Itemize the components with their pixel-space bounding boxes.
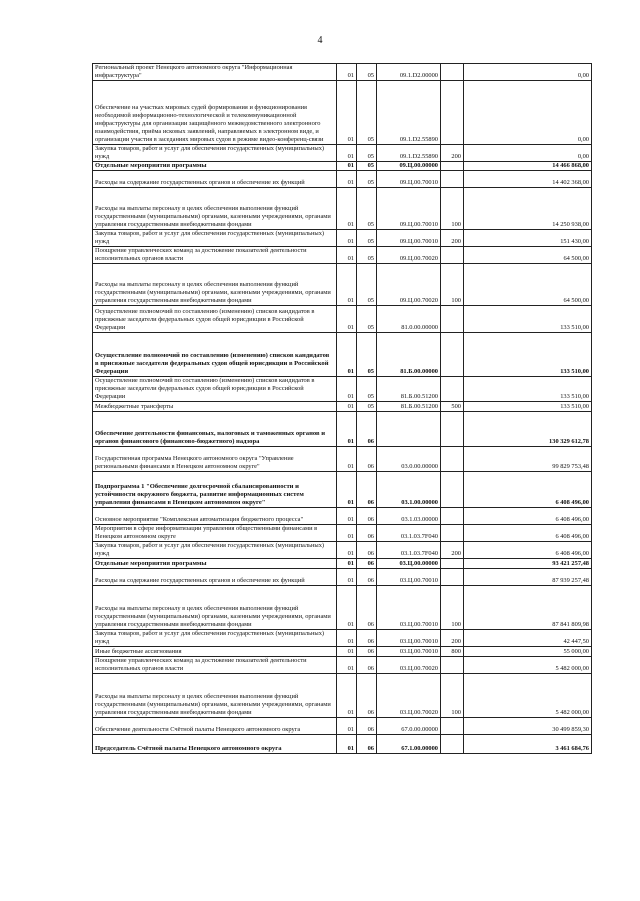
subsection-code-cell: 05 (357, 230, 377, 247)
budget-row (93, 472, 592, 508)
amount-cell: 30 499 859,30 (464, 718, 592, 735)
budget-row (93, 333, 592, 377)
target-article-code-cell: 09.1.D2.00000 (377, 64, 441, 81)
subsection-code-cell: 05 (357, 188, 377, 230)
expense-name-cell: Расходы на содержание государственных органов и обеспечение их функций (93, 171, 337, 188)
amount-cell: 6 408 496,00 (464, 472, 592, 508)
expense-type-code-cell (441, 559, 464, 569)
target-article-code-cell: 03.Ц.00.70010 (377, 569, 441, 586)
subsection-code-cell: 05 (357, 402, 377, 412)
budget-row (93, 412, 592, 447)
expense-type-code-cell (441, 718, 464, 735)
target-article-code-cell: 03.1.00.00000 (377, 472, 441, 508)
section-code-cell: 01 (337, 735, 357, 754)
amount-cell: 93 421 257,48 (464, 559, 592, 569)
expense-name-cell: Осуществление полномочий по составлению (изменению) списков кандидатов в присяжные заседатели федеральных судов общей юрисдикции в Российской Федерации (93, 377, 337, 402)
section-code-cell: 01 (337, 525, 357, 542)
budget-row (93, 447, 592, 472)
expense-type-code-cell: 100 (441, 674, 464, 718)
expense-name-cell: Основное мероприятие "Комплексная автоматизация бюджетного процесса" (93, 508, 337, 525)
target-article-code-cell: 09.1.D2.55890 (377, 145, 441, 162)
budget-row (93, 674, 592, 718)
expense-type-code-cell (441, 377, 464, 402)
expense-name-cell: Закупка товаров, работ и услуг для обеспечения государственных (муниципальных) нужд (93, 630, 337, 647)
subsection-code-cell: 06 (357, 447, 377, 472)
subsection-code-cell: 06 (357, 569, 377, 586)
expense-name-cell: Межбюджетные трансферты (93, 402, 337, 412)
expense-type-code-cell (441, 412, 464, 447)
expense-type-code-cell (441, 81, 464, 145)
expense-name-cell: Государственная программа Ненецкого автономного округа "Управление региональными финансами в Ненецком автономном округе" (93, 447, 337, 472)
subsection-code-cell: 06 (357, 508, 377, 525)
budget-row (93, 525, 592, 542)
amount-cell: 5 482 000,00 (464, 657, 592, 674)
expense-name-cell: Расходы на выплаты персоналу в целях обеспечения выполнения функций государственными (муниципальными) органами, казенными учреждениями, органами управления государственными внебюджетными фондами (93, 188, 337, 230)
amount-cell: 133 510,00 (464, 377, 592, 402)
section-code-cell: 01 (337, 657, 357, 674)
target-article-code-cell: 09.Ц.00.00000 (377, 162, 441, 171)
subsection-code-cell: 06 (357, 525, 377, 542)
amount-cell: 55 000,00 (464, 647, 592, 657)
target-article-code-cell: 67.0.00.00000 (377, 718, 441, 735)
budget-row (93, 630, 592, 647)
target-article-code-cell: 09.Ц.00.70010 (377, 188, 441, 230)
budget-row (93, 64, 592, 81)
amount-cell: 6 408 496,00 (464, 542, 592, 559)
amount-cell: 6 408 496,00 (464, 525, 592, 542)
target-article-code-cell: 03.Ц.00.70020 (377, 657, 441, 674)
amount-cell: 14 402 368,00 (464, 171, 592, 188)
subsection-code-cell: 06 (357, 657, 377, 674)
amount-cell: 14 466 868,00 (464, 162, 592, 171)
section-code-cell: 01 (337, 674, 357, 718)
expense-name-cell: Отдельные мероприятия программы (93, 559, 337, 569)
section-code-cell: 01 (337, 333, 357, 377)
amount-cell: 99 829 753,48 (464, 447, 592, 472)
expense-name-cell: Закупка товаров, работ и услуг для обеспечения государственных (муниципальных) нужд (93, 542, 337, 559)
section-code-cell: 01 (337, 569, 357, 586)
subsection-code-cell: 05 (357, 377, 377, 402)
target-article-code-cell: 03.1.03.7F040 (377, 525, 441, 542)
budget-row (93, 230, 592, 247)
expense-type-code-cell (441, 162, 464, 171)
section-code-cell: 01 (337, 230, 357, 247)
target-article-code-cell: 03.Ц.00.70010 (377, 586, 441, 630)
expense-name-cell: Обеспечение деятельности Счётной палаты Ненецкого автономного округа (93, 718, 337, 735)
amount-cell: 5 482 000,00 (464, 674, 592, 718)
subsection-code-cell: 06 (357, 542, 377, 559)
budget-row (93, 657, 592, 674)
budget-row (93, 647, 592, 657)
subsection-code-cell: 05 (357, 333, 377, 377)
subsection-code-cell: 06 (357, 559, 377, 569)
amount-cell: 133 510,00 (464, 306, 592, 333)
target-article-code-cell: 09.Ц.00.70020 (377, 247, 441, 264)
budget-row (93, 188, 592, 230)
expense-type-code-cell (441, 657, 464, 674)
subsection-code-cell: 06 (357, 412, 377, 447)
amount-cell: 133 510,00 (464, 402, 592, 412)
expense-type-code-cell: 200 (441, 542, 464, 559)
expense-name-cell: Закупка товаров, работ и услуг для обеспечения государственных (муниципальных) нужд (93, 230, 337, 247)
budget-row (93, 306, 592, 333)
budget-row (93, 718, 592, 735)
target-article-code-cell: 81.0.00.00000 (377, 306, 441, 333)
expense-type-code-cell (441, 472, 464, 508)
section-code-cell: 01 (337, 586, 357, 630)
target-article-code-cell: 81.Б.00.51200 (377, 377, 441, 402)
amount-cell: 0,00 (464, 64, 592, 81)
amount-cell: 64 500,00 (464, 247, 592, 264)
section-code-cell: 01 (337, 447, 357, 472)
expense-name-cell: Председатель Счётной палаты Ненецкого автономного округа (93, 735, 337, 754)
amount-cell: 42 447,50 (464, 630, 592, 647)
subsection-code-cell: 05 (357, 306, 377, 333)
expense-type-code-cell (441, 64, 464, 81)
expense-name-cell: Расходы на содержание государственных органов и обеспечение их функций (93, 569, 337, 586)
amount-cell: 151 430,00 (464, 230, 592, 247)
expense-type-code-cell: 200 (441, 630, 464, 647)
section-code-cell: 01 (337, 306, 357, 333)
budget-row (93, 559, 592, 569)
amount-cell: 3 461 684,76 (464, 735, 592, 754)
expense-type-code-cell: 100 (441, 188, 464, 230)
budget-row (93, 402, 592, 412)
target-article-code-cell: 09.Ц.00.70010 (377, 171, 441, 188)
expense-type-code-cell (441, 171, 464, 188)
target-article-code-cell: 03.Ц.00.70010 (377, 630, 441, 647)
subsection-code-cell: 05 (357, 81, 377, 145)
budget-row (93, 171, 592, 188)
section-code-cell: 01 (337, 647, 357, 657)
section-code-cell: 01 (337, 472, 357, 508)
section-code-cell: 01 (337, 145, 357, 162)
budget-row (93, 377, 592, 402)
expense-type-code-cell (441, 508, 464, 525)
target-article-code-cell: 81.Б.00.00000 (377, 333, 441, 377)
section-code-cell: 01 (337, 162, 357, 171)
subsection-code-cell: 06 (357, 472, 377, 508)
subsection-code-cell: 06 (357, 674, 377, 718)
amount-cell: 87 939 257,48 (464, 569, 592, 586)
subsection-code-cell: 06 (357, 647, 377, 657)
budget-table (92, 63, 592, 754)
section-code-cell: 01 (337, 559, 357, 569)
expense-type-code-cell: 500 (441, 402, 464, 412)
target-article-code-cell: 03.0.00.00000 (377, 447, 441, 472)
amount-cell: 6 408 496,00 (464, 508, 592, 525)
target-article-code-cell: 03.Ц.00.70020 (377, 674, 441, 718)
budget-row (93, 145, 592, 162)
expense-type-code-cell (441, 735, 464, 754)
expense-name-cell: Поощрение управленческих команд за достижение показателей деятельности исполнительных органов власти (93, 247, 337, 264)
subsection-code-cell: 05 (357, 247, 377, 264)
subsection-code-cell: 06 (357, 718, 377, 735)
subsection-code-cell: 05 (357, 171, 377, 188)
expense-name-cell: Отдельные мероприятия программы (93, 162, 337, 171)
section-code-cell: 01 (337, 264, 357, 306)
section-code-cell: 01 (337, 247, 357, 264)
target-article-code-cell: 67.1.00.00000 (377, 735, 441, 754)
expense-type-code-cell (441, 306, 464, 333)
expense-name-cell: Осуществление полномочий по составлению (изменению) списков кандидатов в присяжные заседатели федеральных судов общей юрисдикции в Российской Федерации (93, 333, 337, 377)
target-article-code-cell: 81.Б.00.51200 (377, 402, 441, 412)
section-code-cell: 01 (337, 718, 357, 735)
amount-cell: 0,00 (464, 81, 592, 145)
target-article-code-cell: 09.1.D2.55890 (377, 81, 441, 145)
target-article-code-cell: 03.1.03.7F040 (377, 542, 441, 559)
amount-cell: 64 500,00 (464, 264, 592, 306)
expense-name-cell: Осуществление полномочий по составлению (изменению) списков кандидатов в присяжные заседатели федеральных судов общей юрисдикции в Российской Федерации (93, 306, 337, 333)
budget-row (93, 247, 592, 264)
target-article-code-cell: 03.1.03.00000 (377, 508, 441, 525)
expense-type-code-cell (441, 247, 464, 264)
expense-type-code-cell: 200 (441, 145, 464, 162)
amount-cell: 87 841 809,98 (464, 586, 592, 630)
expense-name-cell: Расходы на выплаты персоналу в целях обеспечения выполнения функций государственными (муниципальными) органами, казенными учреждениями, органами управления государственными внебюджетными фондами (93, 264, 337, 306)
section-code-cell: 01 (337, 412, 357, 447)
expense-name-cell: Поощрение управленческих команд за достижение показателей деятельности исполнительных органов власти (93, 657, 337, 674)
expense-name-cell: Обеспечение деятельности финансовых, налоговых и таможенных органов и органов финансового (финансово-бюджетного) надзора (93, 412, 337, 447)
expense-name-cell: Подпрограмма 1 "Обеспечение долгосрочной сбалансированности и устойчивости окружного бюджета, развитие информационных систем управления финансами в Ненецком автономном округе" (93, 472, 337, 508)
target-article-code-cell: 09.Ц.00.70020 (377, 264, 441, 306)
target-article-code-cell: 03.Ц.00.70010 (377, 647, 441, 657)
section-code-cell: 01 (337, 508, 357, 525)
section-code-cell: 01 (337, 188, 357, 230)
budget-table-body (93, 64, 592, 754)
budget-row (93, 508, 592, 525)
subsection-code-cell: 06 (357, 630, 377, 647)
target-article-code-cell: 09.Ц.00.70010 (377, 230, 441, 247)
expense-name-cell: Закупка товаров, работ и услуг для обеспечения государственных (муниципальных) нужд (93, 145, 337, 162)
expense-name-cell: Мероприятия в сфере информатизации управления общественными финансами в Ненецком автономном округе (93, 525, 337, 542)
section-code-cell: 01 (337, 81, 357, 145)
expense-type-code-cell: 100 (441, 586, 464, 630)
target-article-code-cell (377, 412, 441, 447)
section-code-cell: 01 (337, 64, 357, 81)
expense-name-cell: Расходы на выплаты персоналу в целях обеспечения выполнения функций государственными (муниципальными) органами, казенными учреждениями, органами управления государственными внебюджетными фондами (93, 586, 337, 630)
amount-cell: 14 250 938,00 (464, 188, 592, 230)
target-article-code-cell: 03.Ц.00.00000 (377, 559, 441, 569)
expense-type-code-cell (441, 447, 464, 472)
expense-name-cell: Региональный проект Ненецкого автономного округа "Информационная инфраструктура" (93, 64, 337, 81)
expense-type-code-cell (441, 569, 464, 586)
section-code-cell: 01 (337, 171, 357, 188)
subsection-code-cell: 05 (357, 264, 377, 306)
expense-name-cell: Иные бюджетные ассигнования (93, 647, 337, 657)
amount-cell: 133 510,00 (464, 333, 592, 377)
subsection-code-cell: 06 (357, 586, 377, 630)
subsection-code-cell: 05 (357, 162, 377, 171)
expense-type-code-cell: 200 (441, 230, 464, 247)
section-code-cell: 01 (337, 630, 357, 647)
budget-row (93, 162, 592, 171)
expense-type-code-cell: 100 (441, 264, 464, 306)
expense-name-cell: Обеспечение на участках мировых судей формирования и функционирования необходимой информационно-технологической и телекоммуникационной инфраструктуры для организации защищённого межведомственного электронного взаимодействия, приёма исковых заявлений, направляемых в электронном виде, и организации участия в заседаниях мировых судов в режиме видео-конференц-связи (93, 81, 337, 145)
budget-row (93, 542, 592, 559)
budget-row (93, 735, 592, 754)
subsection-code-cell: 05 (357, 64, 377, 81)
section-code-cell: 01 (337, 402, 357, 412)
budget-row (93, 586, 592, 630)
amount-cell: 0,00 (464, 145, 592, 162)
subsection-code-cell: 05 (357, 145, 377, 162)
expense-type-code-cell (441, 525, 464, 542)
section-code-cell: 01 (337, 542, 357, 559)
section-code-cell: 01 (337, 377, 357, 402)
budget-row (93, 264, 592, 306)
expense-name-cell: Расходы на выплаты персоналу в целях обеспечения выполнения функций государственными (муниципальными) органами, казенными учреждениями, органами управления государственными внебюджетными фондами (93, 674, 337, 718)
expense-type-code-cell: 800 (441, 647, 464, 657)
page-number: 4 (317, 35, 323, 46)
expense-type-code-cell (441, 333, 464, 377)
budget-row (93, 569, 592, 586)
amount-cell: 130 329 612,78 (464, 412, 592, 447)
subsection-code-cell: 06 (357, 735, 377, 754)
budget-row (93, 81, 592, 145)
